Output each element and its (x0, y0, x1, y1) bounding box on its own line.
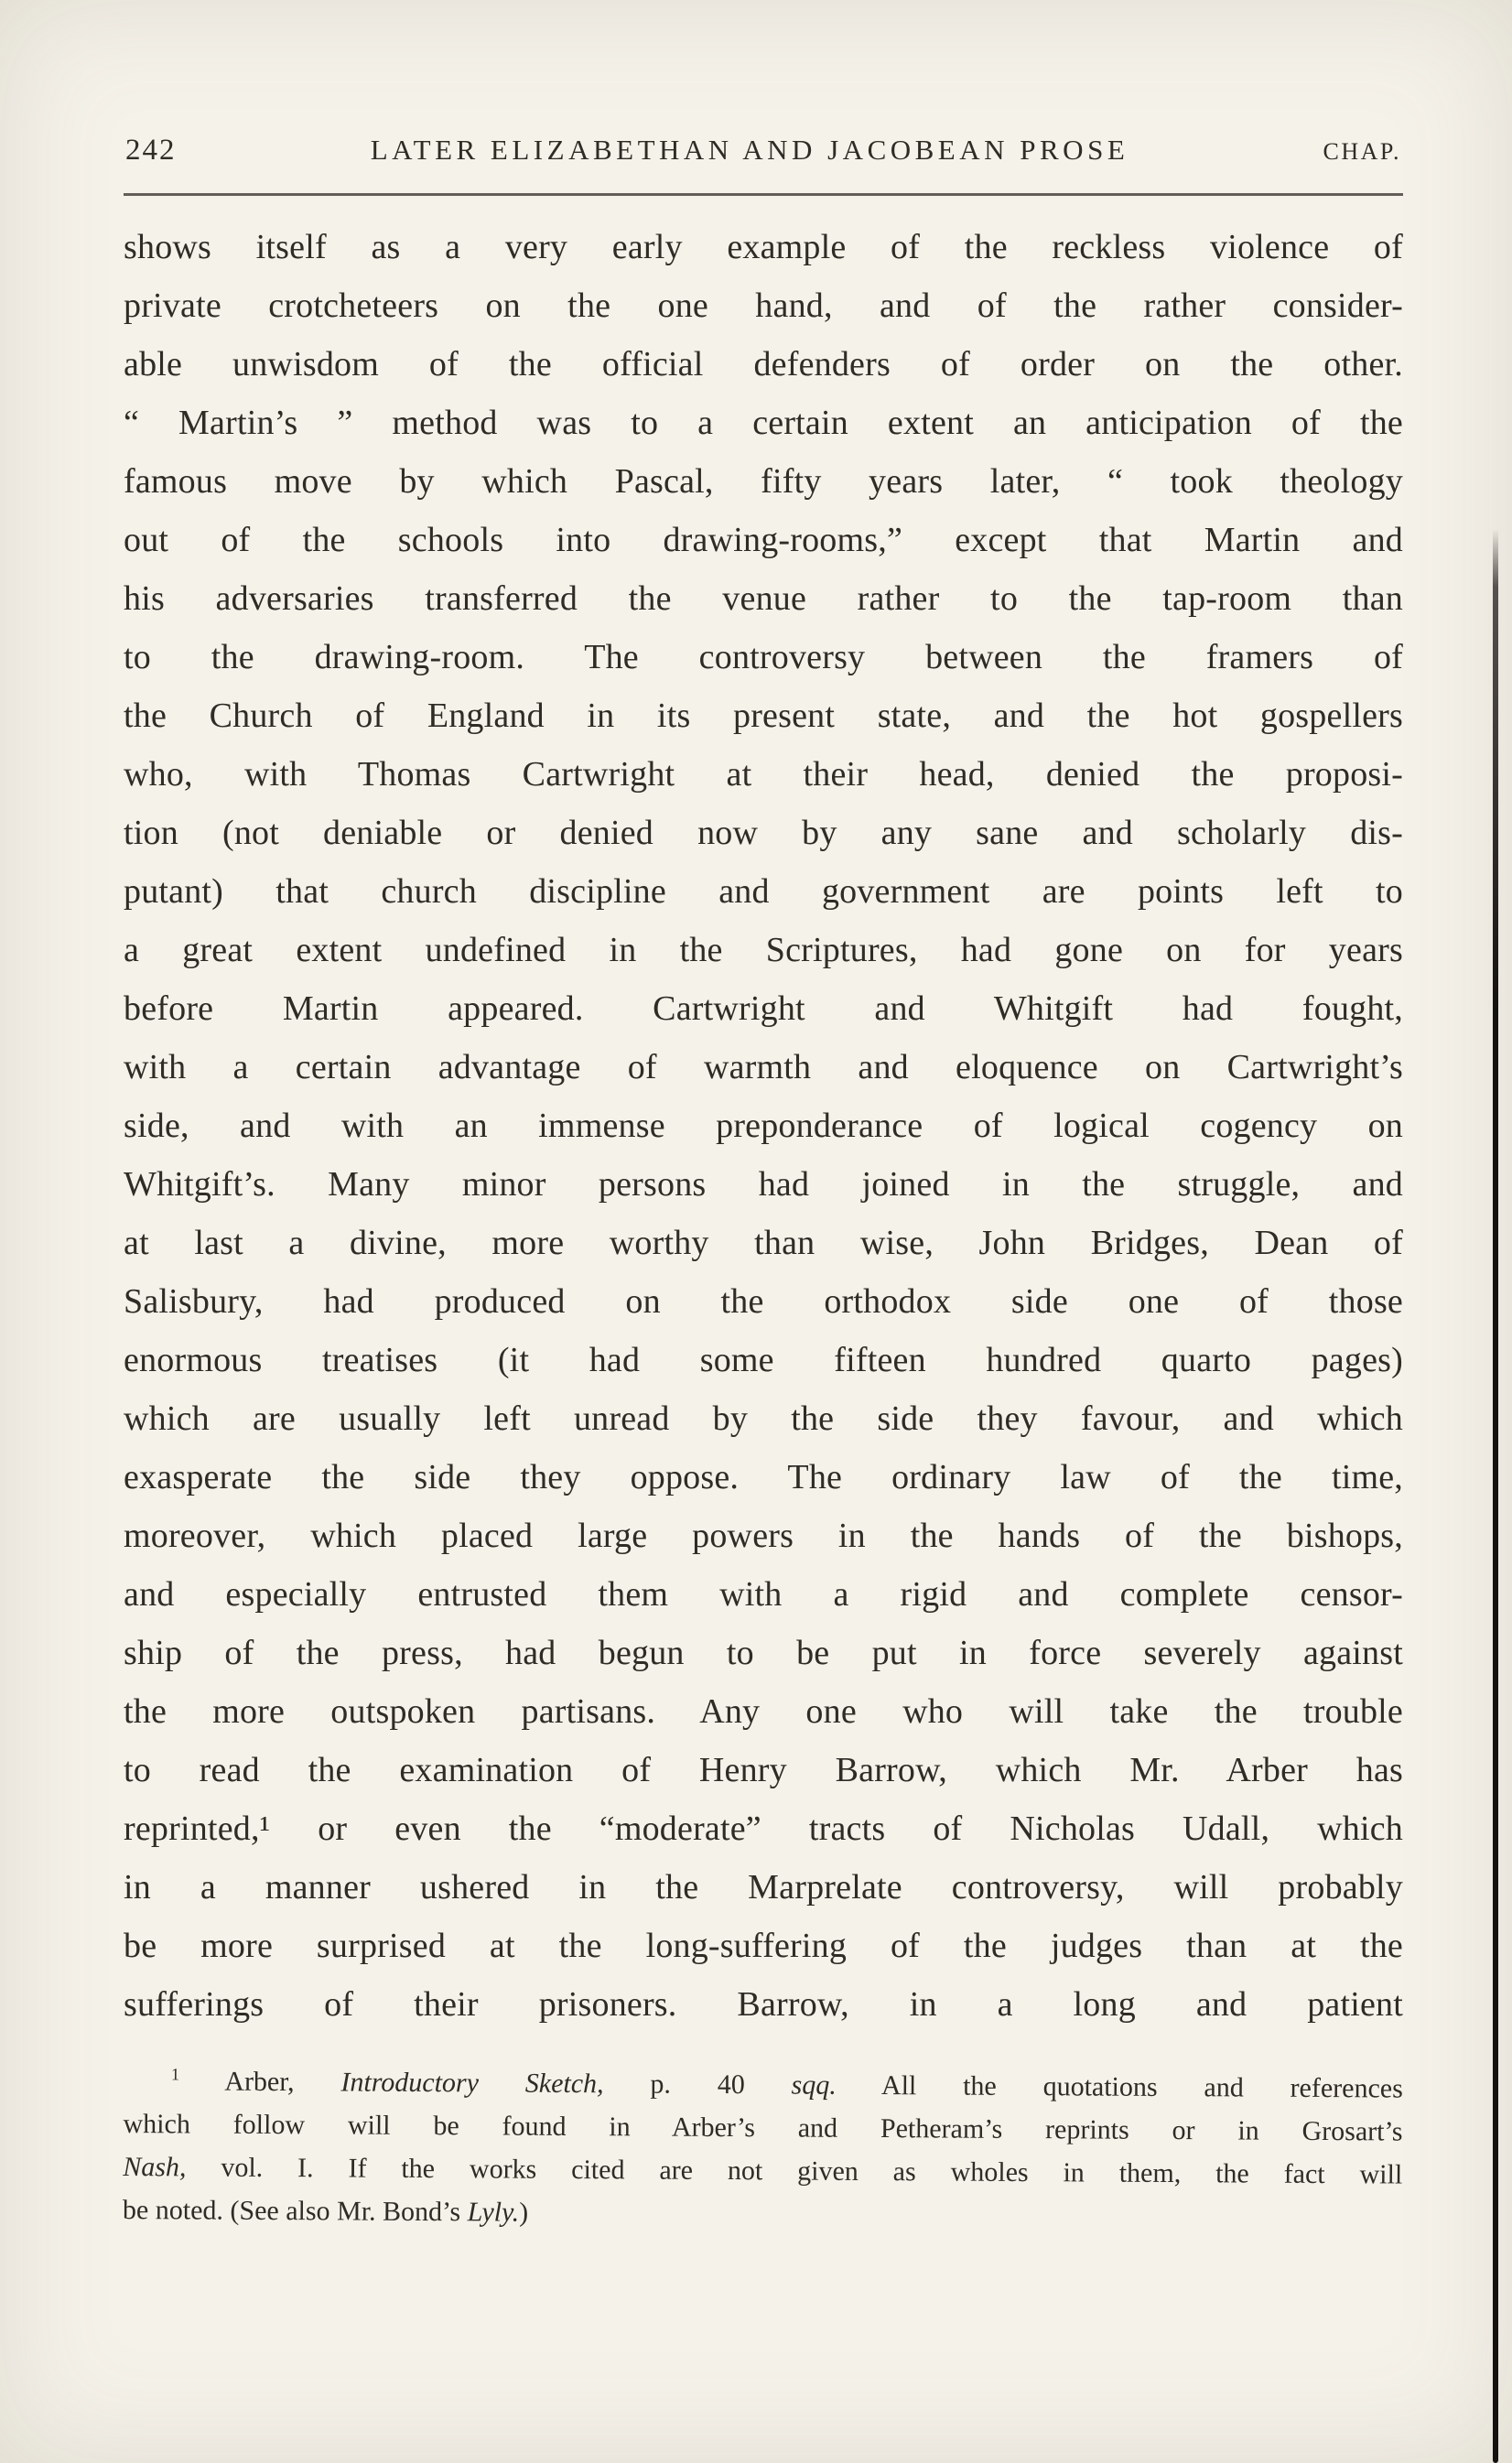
body-text-line: Salisbury, had produced on the orthodox side one of those (124, 1282, 1403, 1321)
body-text-line: who, with Thomas Cartwright at their head, denied the proposi- (124, 755, 1403, 794)
body-text-line: able unwisdom of the official defenders of order on the other. (124, 345, 1403, 383)
body-text-line: sufferings of their prisoners. Barrow, in a long and patient (124, 1985, 1403, 2024)
body-text-line: moreover, which placed large powers in the hands of the bishops, (124, 1517, 1403, 1555)
footnote-work-title: Lyly. (467, 2197, 520, 2228)
body-text-line: be more surprised at the long-suffering of the judges than at the (124, 1927, 1403, 1965)
body-text-line: the more outspoken partisans. Any one who will take the trouble (124, 1692, 1403, 1731)
body-text-line: the Church of England in its present state, and the hot gospellers (124, 697, 1403, 735)
body-text-line: side, and with an immense preponderance of logical cogency on (124, 1107, 1403, 1145)
footnote-abbrev: sqq. (791, 2069, 837, 2101)
running-title: LATER ELIZABETHAN AND JACOBEAN PROSE (370, 134, 1129, 166)
body-text-line: out of the schools into drawing-rooms,” except that Martin and (124, 521, 1403, 559)
body-text-line: enormous treatises (it had some fifteen hundred quarto pages) (124, 1341, 1403, 1379)
footnote-line (124, 2059, 1403, 2111)
footnote-marker: 1 (170, 2065, 180, 2085)
body-text-line: to read the examination of Henry Barrow, which Mr. Arber has (124, 1751, 1403, 1789)
body-text-line: and especially entrusted them with a rigid and complete censor- (124, 1575, 1403, 1614)
page-header (124, 134, 1403, 167)
body-text-line: shows itself as a very early example of the reckless violence of (124, 228, 1403, 266)
scan-gutter-line (1493, 529, 1498, 2463)
footnote-text: be noted. (See also Mr. Bond’s (122, 2194, 468, 2228)
page-content (124, 134, 1403, 2231)
body-text-line: famous move by which Pascal, fifty years later, “ took theology (124, 462, 1403, 501)
body-text-line: with a certain advantage of warmth and eloquence on Cartwright’s (124, 1048, 1403, 1086)
body-text-line: Whitgift’s. Many minor persons had joined in the struggle, and (124, 1165, 1403, 1204)
footnote-work-title: Nash, (123, 2151, 187, 2183)
body-text-line: a great extent undefined in the Scriptures, had gone on for years (124, 931, 1403, 969)
body-text-line: before Martin appeared. Cartwright and Whitgift had fought, (124, 989, 1403, 1028)
body-text-line: ship of the press, had begun to be put in force severely against (124, 1634, 1403, 1672)
body-text-line: which are usually left unread by the side they favour, and which (124, 1399, 1403, 1438)
header-rule (124, 193, 1403, 196)
footnote-text: p. 40 (603, 2069, 792, 2101)
body-text-line: at last a divine, more worthy than wise, John Bridges, Dean of (124, 1224, 1403, 1262)
body-text-line: “ Martin’s ” method was to a certain extent an anticipation of the (124, 404, 1403, 442)
body-text-line: to the drawing-room. The controversy between the framers of (124, 638, 1403, 676)
footnote-text: ) (519, 2197, 529, 2228)
page-number: 242 (125, 134, 177, 167)
body-text-line: private crotcheteers on the one hand, and of the rather consider- (124, 286, 1403, 325)
body-text-line: his adversaries transferred the venue rather to the tap-room than (124, 579, 1403, 618)
body-text-line: putant) that church discipline and government are points left to (124, 872, 1403, 911)
body-text-line: in a manner ushered in the Marprelate controversy, will probably (124, 1868, 1403, 1907)
footnote-text: All the quotations and references (836, 2069, 1403, 2104)
footnote (123, 2059, 1403, 2240)
body-text-line: reprinted,¹ or even the “moderate” tracts of Nicholas Udall, which (124, 1809, 1403, 1848)
footnote-line (123, 2102, 1402, 2154)
footnote-text: vol. I. If the works cited are not given as wholes in them, the fact will (186, 2152, 1403, 2190)
footnote-work-title: Introductory Sketch, (340, 2067, 604, 2100)
footnote-text: which follow will be found in Arber’s and Petheram’s reprints or in Grosart’s (123, 2108, 1403, 2147)
body-text-line: tion (not deniable or denied now by any sane and scholarly dis- (124, 814, 1403, 852)
body-text (124, 218, 1403, 2034)
body-text-line: exasperate the side they oppose. The ordinary law of the time, (124, 1458, 1403, 1496)
footnote-line (123, 2145, 1402, 2197)
chapter-label: CHAP. (1323, 138, 1401, 165)
footnote-line (123, 2188, 1402, 2240)
footnote-text: Arber, (224, 2066, 341, 2098)
